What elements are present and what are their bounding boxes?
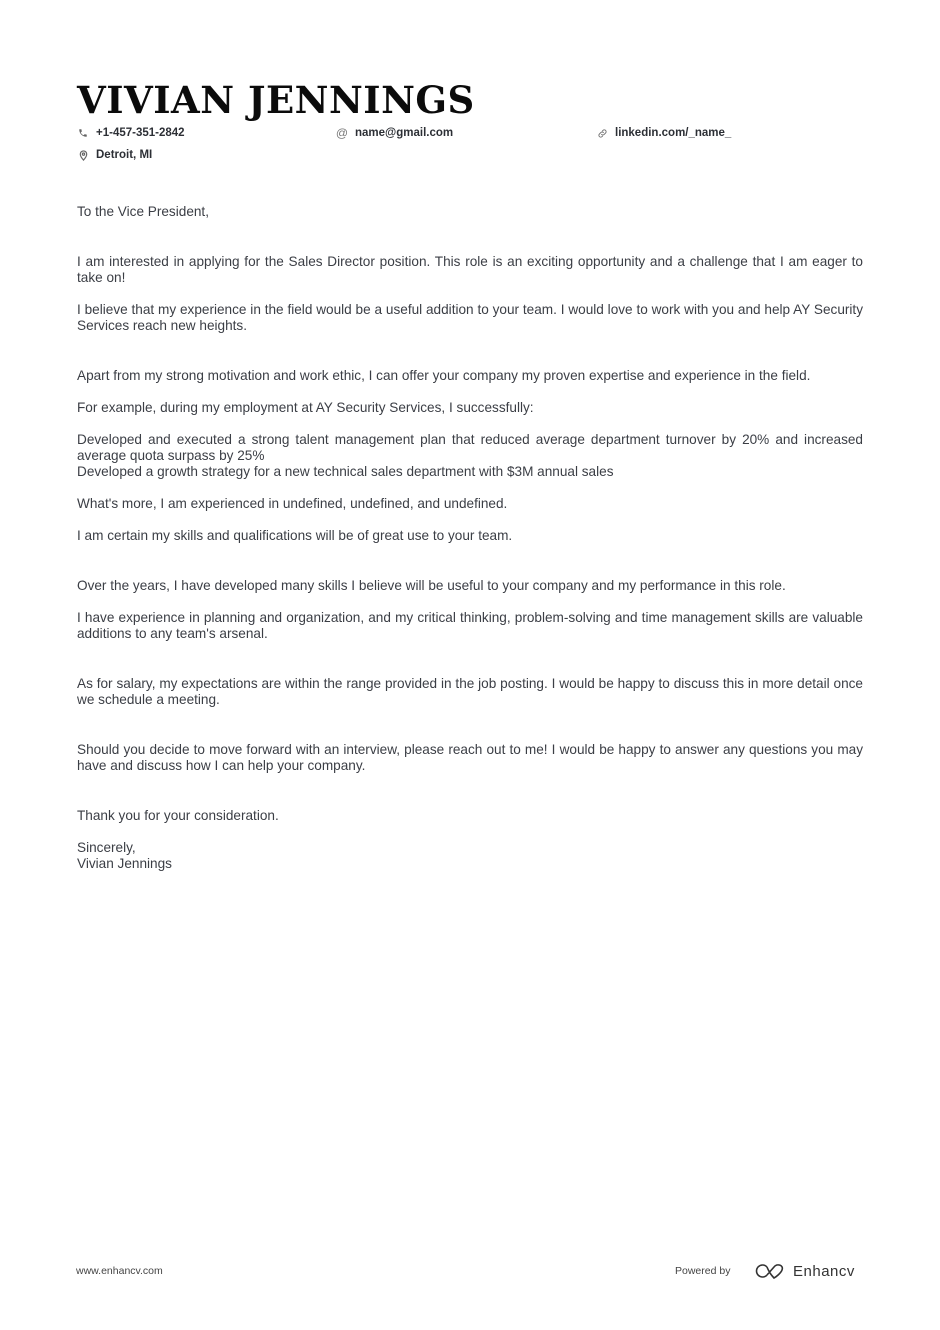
closing: Sincerely, [77, 840, 136, 855]
signature: Vivian Jennings [77, 856, 172, 871]
email-text[interactable]: name@gmail.com [355, 127, 454, 139]
contact-linkedin [596, 126, 731, 140]
paragraph: Over the years, I have developed many skills I believe will be useful to your company and my performance in this role. [77, 578, 786, 593]
applicant-name: VIVIAN JENNINGS [77, 78, 475, 122]
paragraph: As for salary, my expectations are within the range provided in the job posting. I would be happy to discuss this in more detail once we schedule a meeting. [77, 676, 863, 707]
footer-url[interactable]: www.enhancv.com [76, 1265, 163, 1277]
link-icon [596, 127, 608, 139]
brand-name: Enhancv [793, 1262, 855, 1280]
contact-phone [77, 126, 185, 140]
phone-text[interactable]: +1-457-351-2842 [96, 127, 185, 139]
achievement-item: Developed a growth strategy for a new technical sales department with $3M annual sales [77, 464, 614, 479]
paragraph: I have experience in planning and organization, and my critical thinking, problem-solving and time management skills are valuable additions to any team's arsenal. [77, 610, 863, 641]
paragraph: I am certain my skills and qualifications will be of great use to your team. [77, 528, 513, 543]
enhancv-logo-icon [754, 1262, 786, 1280]
contact-email [336, 126, 453, 140]
paragraph: Thank you for your consideration. [77, 808, 279, 823]
contact-location [77, 148, 152, 162]
phone-icon [77, 127, 89, 139]
linkedin-text[interactable]: linkedin.com/_name_ [615, 127, 732, 139]
paragraph: Should you decide to move forward with an interview, please reach out to me! I would be happy to answer any questions you may have and discuss how I can help your company. [77, 742, 863, 773]
paragraph: What's more, I am experienced in undefined, undefined, and undefined. [77, 496, 508, 511]
paragraph: I am interested in applying for the Sales Director position. This role is an exciting opportunity and a challenge that I am eager to take on! [77, 254, 863, 285]
salutation: To the Vice President, [77, 204, 209, 219]
paragraph: I believe that my experience in the field would be a useful addition to your team. I would love to work with you and help AY Security Services reach new heights. [77, 302, 863, 333]
location-text: Detroit, MI [96, 149, 153, 161]
enhancv-logo[interactable] [754, 1262, 855, 1280]
paragraph: Apart from my strong motivation and work ethic, I can offer your company my proven expertise and experience in the field. [77, 368, 811, 383]
achievement-item: Developed and executed a strong talent management plan that reduced average department turnover by 20% and increased average quota surpass by 25% [77, 432, 863, 463]
at-icon: @ [335, 126, 349, 140]
map-pin-icon [77, 149, 89, 161]
paragraph: For example, during my employment at AY Security Services, I successfully: [77, 400, 534, 415]
powered-by-label: Powered by [675, 1265, 731, 1277]
